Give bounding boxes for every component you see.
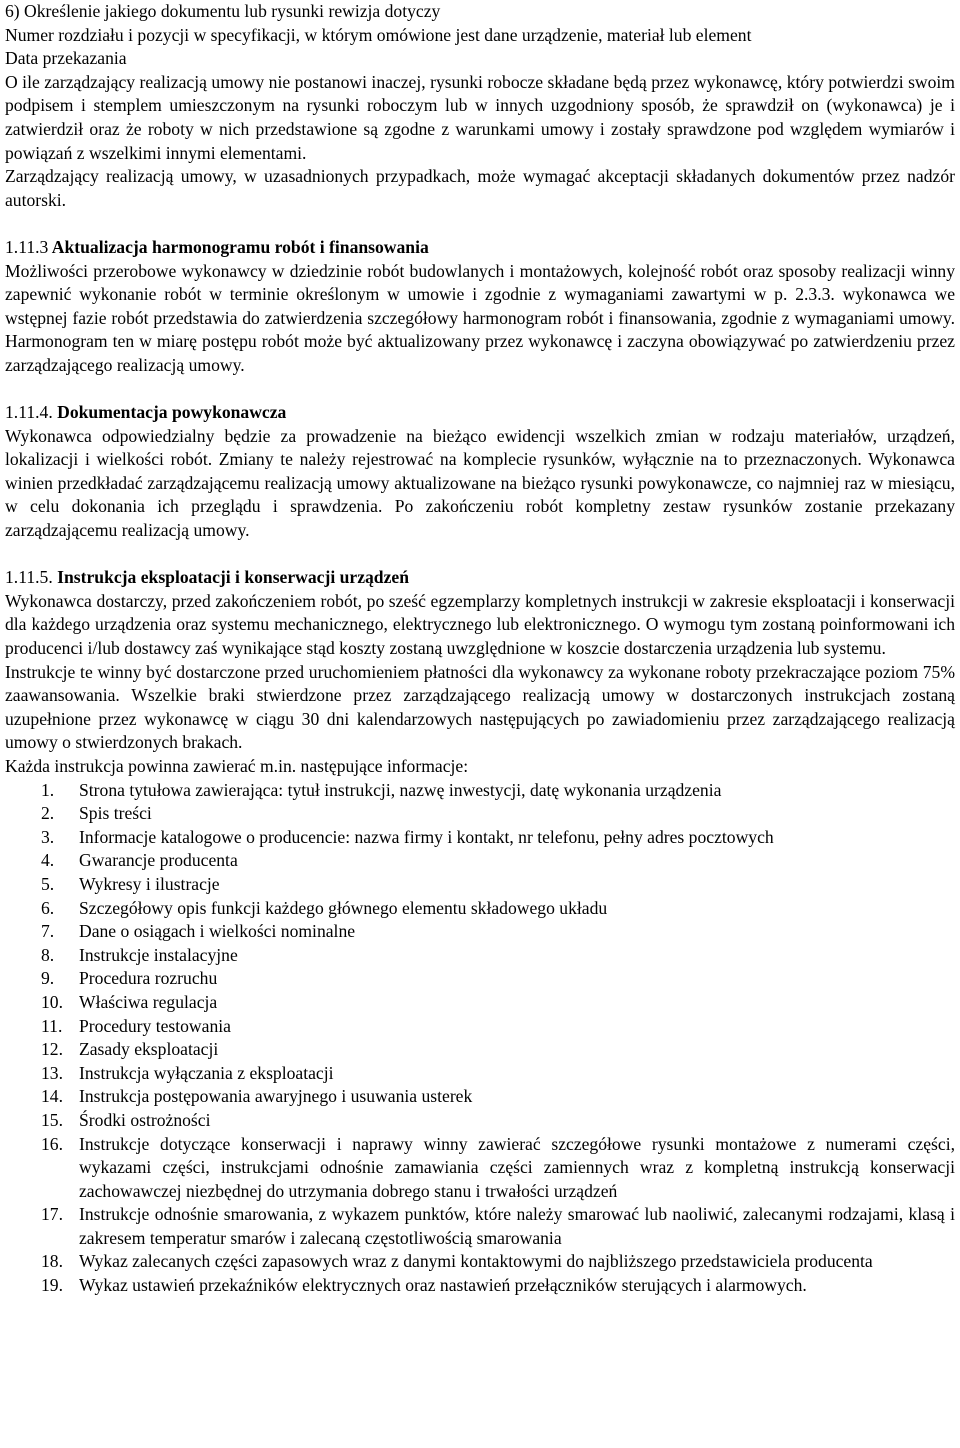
section-heading-1-11-5: [5, 566, 955, 590]
section-body: Instrukcje te winny być dostarczone przed uruchomieniem płatności dla wykonawcy za wykonane roboty przekraczające poziom 75% zaawansowania. Wszelkie braki stwierdzone przez zarządzającego realizacją umowy w dostarczonych instrukcjach zostaną uzupełnione przez wykonawcę w ciągu 30 dni kalendarzowych następujących po zawiadomieniu przez zarządzającego realizacją umowy o stwierdzonych brakach.: [5, 661, 955, 753]
list-item: [5, 1109, 955, 1133]
intro-lines: [5, 0, 955, 71]
section-body: Możliwości przerobowe wykonawcy w dziedzinie robót budowlanych i montażowych, kolejność robót oraz sposoby realizacji winny zapewnić wykonanie robót w terminie określonym w umowie i zgodnie z wymaganiami zawartymi w p. 2.3.3. wykonawca we wstępnej fazie robót przedstawia do zatwierdzenia szczegółowy harmonogram robót i finansowania, zgodnie z wymaganiami umowy. Harmonogram ten w miarę postępu robót może być aktualizowany przez wykonawcę i zaczyna obowiązywać po zatwierdzeniu przez zarządzającego realizacją umowy.: [5, 260, 955, 375]
list-item-number: 4.: [41, 850, 55, 871]
list-item: [5, 1038, 955, 1062]
list-item: [5, 1274, 955, 1298]
list-item: [5, 991, 955, 1015]
intro-paragraph: O ile zarządzający realizacją umowy nie postanowi inaczej, rysunki robocze składane będą przez wykonawcę, który potwierdzi swoim podpisem i stemplem umieszczonym na rysunki roboczym lub w innych uzgodniony sposób, że sprawdził on (wykonawca) je i zatwierdził oraz że roboty w nich przedstawione są zgodne z warunkami umowy i zostały sprawdzone pod względem wymiarów i powiązań z wszelkimi innymi elementami.: [5, 71, 955, 163]
list-item: [5, 967, 955, 991]
section-title: Dokumentacja powykonawcza: [57, 402, 287, 423]
list-item-text: Gwarancje producenta: [79, 850, 238, 871]
list-item-number: 15.: [41, 1109, 63, 1130]
list-item-number: 6.: [41, 897, 55, 918]
list-item-number: 5.: [41, 873, 55, 894]
list-item-text: Instrukcje dotyczące konserwacji i naprawy winny zawierać szczegółowe rysunki montażowe z numerami części, wykazami części, instrukcjami odnośnie zamawiania części zamiennych wraz z kompletną instrukcją konserwacji zachowawczej niezbędnej do utrzymania dobrego stanu i trwałości urządzeń: [79, 1133, 955, 1201]
list-item-text: Strona tytułowa zawierająca: tytuł instrukcji, nazwę inwestycji, datę wykonania urządzenia: [79, 779, 722, 800]
list-item-number: 13.: [41, 1062, 63, 1083]
list-item: [5, 802, 955, 826]
list-item-text: Procedury testowania: [79, 1015, 231, 1036]
list-item-text: Instrukcje instalacyjne: [79, 944, 238, 965]
list-item-text: Instrukcje odnośnie smarowania, z wykazem punktów, które należy smarować lub naoliwić, zalecanymi rodzajami, klasą i zakresem temperatur smarów i zalecaną częstotliwością smarowania: [79, 1204, 955, 1248]
list-item: [5, 1250, 955, 1274]
intro-paragraph-2: Zarządzający realizacją umowy, w uzasadnionych przypadkach, może wymagać akceptacji składanych dokumentów przez nadzór autorski.: [5, 166, 955, 210]
list-item-text: Procedura rozruchu: [79, 968, 218, 989]
list-item: [5, 1203, 955, 1250]
section-title: Instrukcja eksploatacji i konserwacji urządzeń: [57, 567, 409, 588]
list-item: [5, 1062, 955, 1086]
list-item-text: Spis treści: [79, 803, 152, 824]
list-item: [5, 944, 955, 968]
list-item-text: Dane o osiągach i wielkości nominalne: [79, 921, 356, 942]
list-item: [5, 920, 955, 944]
section-number: 1.11.3: [5, 236, 49, 257]
intro-line: Numer rozdziału i pozycji w specyfikacji, w którym omówione jest dane urządzenie, materiał lub element: [5, 24, 752, 45]
list-item-number: 17.: [41, 1204, 63, 1225]
list-item-number: 14.: [41, 1086, 63, 1107]
list-item: [5, 779, 955, 803]
list-item-text: Instrukcja wyłączania z eksploatacji: [79, 1062, 334, 1083]
list-item-number: 12.: [41, 1039, 63, 1060]
list-item-text: Wykresy i ilustracje: [79, 873, 220, 894]
section-heading-1-11-4: [5, 401, 955, 425]
list-item-number: 10.: [41, 991, 63, 1012]
intro-line: 6) Określenie jakiego dokumentu lub rysunki rewizja dotyczy: [5, 1, 441, 21]
list-item-text: Zasady eksploatacji: [79, 1039, 219, 1060]
list-item-text: Szczegółowy opis funkcji każdego głównego elementu składowego układu: [79, 897, 608, 918]
list-item: [5, 897, 955, 921]
list-item-number: 1.: [41, 779, 55, 800]
list-item-number: 9.: [41, 968, 55, 989]
list-item: [5, 1015, 955, 1039]
list-item-text: Środki ostrożności: [79, 1109, 211, 1130]
list-item: [5, 826, 955, 850]
section-heading-1-11-3: [5, 236, 955, 260]
intro-line: Data przekazania: [5, 48, 127, 69]
list-item-number: 19.: [41, 1275, 63, 1296]
list-item: [5, 849, 955, 873]
list-item-number: 11.: [41, 1015, 63, 1036]
list-item-number: 7.: [41, 921, 55, 942]
section-number: 1.11.4.: [5, 402, 53, 423]
list-item-number: 18.: [41, 1251, 63, 1272]
section-number: 1.11.5.: [5, 567, 53, 588]
list-item: [5, 1085, 955, 1109]
list-item: [5, 873, 955, 897]
list-item-text: Wykaz zalecanych części zapasowych wraz z danymi kontaktowymi do najbliższego przedstawiciela producenta: [79, 1251, 873, 1272]
list-item-text: Instrukcja postępowania awaryjnego i usuwania usterek: [79, 1086, 473, 1107]
list-item-text: Właściwa regulacja: [79, 991, 218, 1012]
list-item-text: Informacje katalogowe o producencie: nazwa firmy i kontakt, nr telefonu, pełny adres pocztowych: [79, 826, 774, 847]
list-item: [5, 1133, 955, 1204]
list-item-number: 2.: [41, 803, 55, 824]
list-item-text: Wykaz ustawień przekaźników elektrycznych oraz nastawień przełączników sterujących i alarmowych.: [79, 1275, 807, 1296]
list-intro: Każda instrukcja powinna zawierać m.in. następujące informacje:: [5, 756, 469, 776]
list-item-number: 8.: [41, 944, 55, 965]
list-item-number: 16.: [41, 1133, 63, 1154]
list-item-number: 3.: [41, 826, 55, 847]
section-body: Wykonawca dostarczy, przed zakończeniem robót, po sześć egzemplarzy kompletnych instrukcji w zakresie eksploatacji i konserwacji dla każdego urządzenia oraz systemu mechanicznego, elektrycznego lub elektronicznego. O wymogu tym zostaną poinformowani ich producenci i/lub dostawcy zaś wynikające stąd koszty zostaną uwzględnione w koszcie dostarczenia urządzenia lub systemu.: [5, 590, 955, 659]
instruction-list: [5, 779, 955, 1298]
section-body: Wykonawca odpowiedzialny będzie za prowadzenie na bieżąco ewidencji wszelkich zmian w rodzaju materiałów, urządzeń, lokalizacji i wielkości robót. Zmiany te należy rejestrować na komplecie rysunków, wyłącznie na to przeznaczonych. Wykonawca winien przedkładać zarządzającemu realizacją umowy aktualizowane na bieżąco rysunki powykonawcze, co najmniej raz w miesiącu, w celu dokonania ich przeglądu i sprawdzenia. Po zakończeniu robót kompletny zestaw rysunków zostanie przekazany zarządzającemu realizacją umowy.: [5, 425, 955, 541]
section-title: Aktualizacja harmonogramu robót i finansowania: [51, 236, 429, 257]
